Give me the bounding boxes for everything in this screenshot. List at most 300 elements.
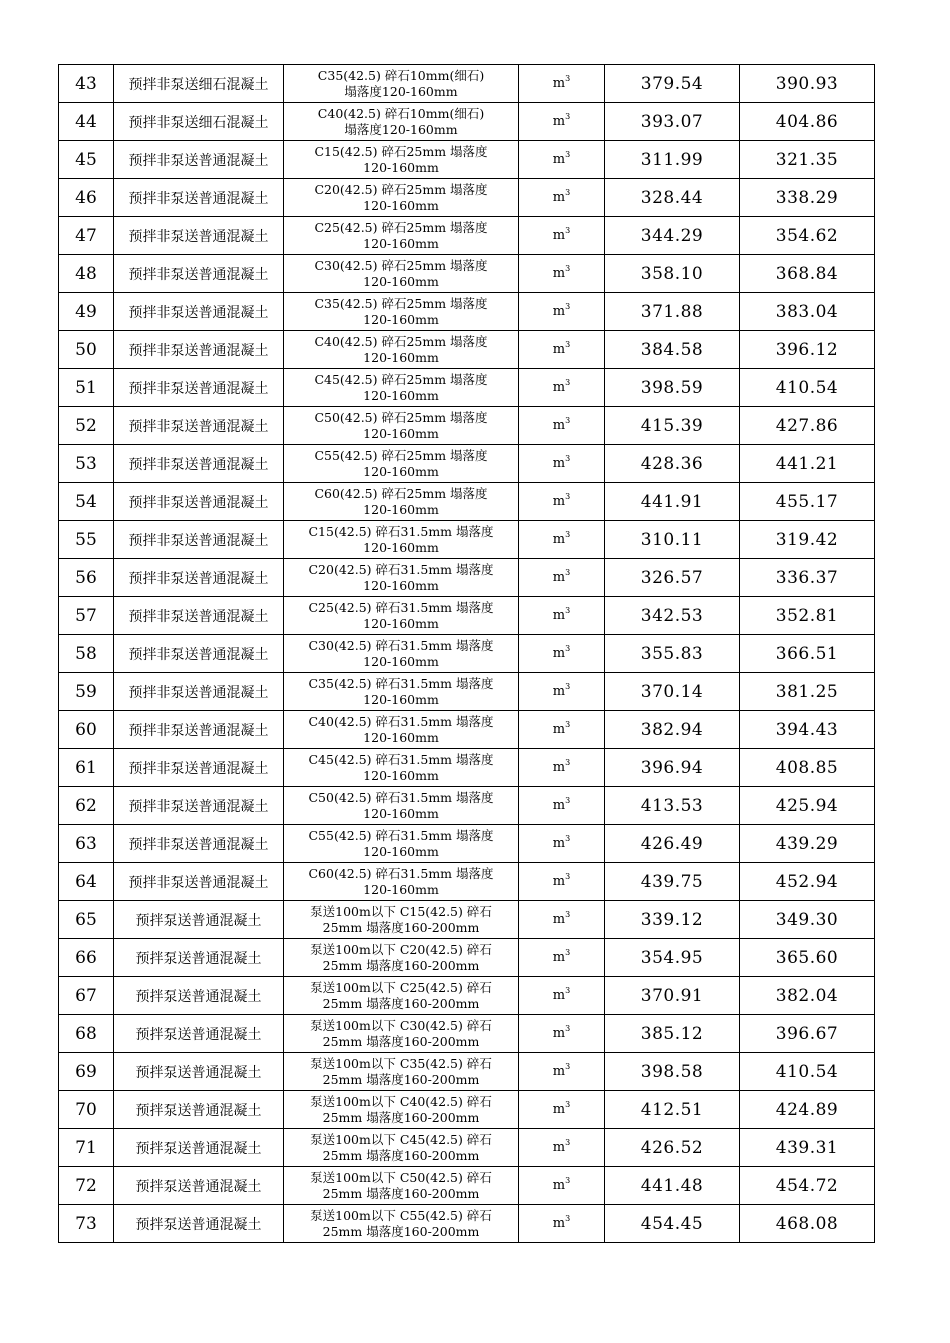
- unit-exponent: 3: [565, 74, 571, 83]
- row-number: 73: [59, 1205, 114, 1243]
- material-name: 预拌非泵送普通混凝土: [114, 635, 284, 673]
- unit-exponent: 3: [565, 1138, 571, 1147]
- spec-line-1: C20(42.5) 碎石31.5mm 塌落度: [308, 561, 494, 577]
- material-name: 预拌非泵送普通混凝土: [114, 559, 284, 597]
- unit-exponent: 3: [565, 340, 571, 349]
- unit-exponent: 3: [565, 188, 571, 197]
- table-row: [59, 255, 875, 293]
- spec-line-1: 泵送100m以下 C25(42.5) 碎石: [310, 979, 492, 995]
- price-excl: 441.48: [605, 1167, 740, 1205]
- spec-line-1: C50(42.5) 碎石31.5mm 塌落度: [308, 789, 494, 805]
- table-row: [59, 407, 875, 445]
- table-row: [59, 1205, 875, 1243]
- spec-line-2: 塌落度120-160mm: [344, 83, 458, 99]
- price-excl: 358.10: [605, 255, 740, 293]
- material-name: 预拌非泵送普通混凝土: [114, 521, 284, 559]
- price-excl: 393.07: [605, 103, 740, 141]
- table-row: [59, 559, 875, 597]
- material-name: 预拌非泵送普通混凝土: [114, 255, 284, 293]
- price-excl: 354.95: [605, 939, 740, 977]
- spec-line-2: 120-160mm: [363, 273, 439, 289]
- unit-exponent: 3: [565, 492, 571, 501]
- spec-line-2: 120-160mm: [363, 197, 439, 213]
- material-spec: [284, 1091, 519, 1129]
- table-row: [59, 369, 875, 407]
- unit: [519, 901, 605, 939]
- table-row: [59, 597, 875, 635]
- table-row: [59, 293, 875, 331]
- unit-base: m: [552, 1102, 566, 1117]
- price-excl: 415.39: [605, 407, 740, 445]
- unit-exponent: 3: [565, 758, 571, 767]
- table-row: [59, 863, 875, 901]
- row-number: 72: [59, 1167, 114, 1205]
- price-excl: 426.49: [605, 825, 740, 863]
- spec-line-2: 25mm 塌落度160-200mm: [322, 957, 480, 973]
- material-name: 预拌泵送普通混凝土: [114, 1205, 284, 1243]
- material-name: 预拌泵送普通混凝土: [114, 1053, 284, 1091]
- unit-exponent: 3: [565, 302, 571, 311]
- price-excl: 426.52: [605, 1129, 740, 1167]
- material-spec: [284, 863, 519, 901]
- price-incl: 352.81: [740, 597, 875, 635]
- spec-line-2: 120-160mm: [363, 463, 439, 479]
- material-spec: [284, 635, 519, 673]
- spec-line-1: C25(42.5) 碎石31.5mm 塌落度: [308, 599, 494, 615]
- spec-line-1: C55(42.5) 碎石31.5mm 塌落度: [308, 827, 494, 843]
- unit-exponent: 3: [565, 986, 571, 995]
- unit: [519, 65, 605, 103]
- price-incl: 319.42: [740, 521, 875, 559]
- price-incl: 368.84: [740, 255, 875, 293]
- unit-base: m: [552, 114, 566, 129]
- price-incl: 321.35: [740, 141, 875, 179]
- material-name: 预拌非泵送普通混凝土: [114, 673, 284, 711]
- unit: [519, 673, 605, 711]
- price-incl: 382.04: [740, 977, 875, 1015]
- spec-line-2: 25mm 塌落度160-200mm: [322, 1223, 480, 1239]
- spec-line-1: C15(42.5) 碎石31.5mm 塌落度: [308, 523, 494, 539]
- price-incl: 439.29: [740, 825, 875, 863]
- material-name: 预拌非泵送普通混凝土: [114, 331, 284, 369]
- material-name: 预拌泵送普通混凝土: [114, 1091, 284, 1129]
- spec-line-2: 25mm 塌落度160-200mm: [322, 1147, 480, 1163]
- price-excl: 328.44: [605, 179, 740, 217]
- material-spec: [284, 977, 519, 1015]
- material-spec: [284, 445, 519, 483]
- price-excl: 370.14: [605, 673, 740, 711]
- unit-exponent: 3: [565, 606, 571, 615]
- unit-exponent: 3: [565, 720, 571, 729]
- unit-base: m: [552, 494, 566, 509]
- price-excl: 413.53: [605, 787, 740, 825]
- price-excl: 344.29: [605, 217, 740, 255]
- unit: [519, 483, 605, 521]
- material-spec: [284, 65, 519, 103]
- price-excl: 454.45: [605, 1205, 740, 1243]
- table-row: [59, 825, 875, 863]
- material-name: 预拌泵送普通混凝土: [114, 901, 284, 939]
- table-row: [59, 711, 875, 749]
- material-name: 预拌非泵送普通混凝土: [114, 483, 284, 521]
- unit: [519, 711, 605, 749]
- row-number: 70: [59, 1091, 114, 1129]
- spec-line-1: C35(42.5) 碎石31.5mm 塌落度: [308, 675, 494, 691]
- unit: [519, 977, 605, 1015]
- price-incl: 468.08: [740, 1205, 875, 1243]
- material-spec: [284, 369, 519, 407]
- unit-exponent: 3: [565, 682, 571, 691]
- spec-line-1: C20(42.5) 碎石25mm 塌落度: [314, 181, 488, 197]
- unit-exponent: 3: [565, 644, 571, 653]
- price-excl: 339.12: [605, 901, 740, 939]
- unit: [519, 1129, 605, 1167]
- unit: [519, 787, 605, 825]
- price-excl: 326.57: [605, 559, 740, 597]
- unit-base: m: [552, 456, 566, 471]
- material-spec: [284, 711, 519, 749]
- price-excl: 382.94: [605, 711, 740, 749]
- row-number: 44: [59, 103, 114, 141]
- row-number: 54: [59, 483, 114, 521]
- price-incl: 366.51: [740, 635, 875, 673]
- row-number: 47: [59, 217, 114, 255]
- unit: [519, 217, 605, 255]
- spec-line-2: 120-160mm: [363, 691, 439, 707]
- unit-exponent: 3: [565, 872, 571, 881]
- unit-exponent: 3: [565, 1062, 571, 1071]
- spec-line-1: C30(42.5) 碎石25mm 塌落度: [314, 257, 488, 273]
- spec-line-2: 25mm 塌落度160-200mm: [322, 919, 480, 935]
- material-name: 预拌非泵送普通混凝土: [114, 787, 284, 825]
- unit-exponent: 3: [565, 416, 571, 425]
- material-spec: [284, 1015, 519, 1053]
- price-incl: 455.17: [740, 483, 875, 521]
- spec-line-1: 泵送100m以下 C30(42.5) 碎石: [310, 1017, 492, 1033]
- material-name: 预拌泵送普通混凝土: [114, 1015, 284, 1053]
- spec-line-1: C55(42.5) 碎石25mm 塌落度: [314, 447, 488, 463]
- price-incl: 349.30: [740, 901, 875, 939]
- unit-base: m: [552, 912, 566, 927]
- unit-base: m: [552, 152, 566, 167]
- unit-base: m: [552, 988, 566, 1003]
- spec-line-1: C35(42.5) 碎石10mm(细石): [317, 67, 485, 83]
- table-row: [59, 141, 875, 179]
- unit-base: m: [552, 342, 566, 357]
- unit: [519, 179, 605, 217]
- price-excl: 439.75: [605, 863, 740, 901]
- material-name: 预拌非泵送细石混凝土: [114, 65, 284, 103]
- table-row: [59, 217, 875, 255]
- unit-base: m: [552, 950, 566, 965]
- unit: [519, 255, 605, 293]
- spec-line-2: 120-160mm: [363, 843, 439, 859]
- table-row: [59, 901, 875, 939]
- price-incl: 381.25: [740, 673, 875, 711]
- unit-base: m: [552, 418, 566, 433]
- table-row: [59, 65, 875, 103]
- material-spec: [284, 483, 519, 521]
- row-number: 67: [59, 977, 114, 1015]
- row-number: 49: [59, 293, 114, 331]
- table-row: [59, 521, 875, 559]
- spec-line-2: 25mm 塌落度160-200mm: [322, 1071, 480, 1087]
- unit: [519, 559, 605, 597]
- material-name: 预拌泵送普通混凝土: [114, 1129, 284, 1167]
- material-name: 预拌泵送普通混凝土: [114, 1167, 284, 1205]
- material-name: 预拌泵送普通混凝土: [114, 977, 284, 1015]
- unit: [519, 331, 605, 369]
- unit: [519, 1015, 605, 1053]
- material-name: 预拌非泵送普通混凝土: [114, 711, 284, 749]
- spec-line-1: C60(42.5) 碎石31.5mm 塌落度: [308, 865, 494, 881]
- unit-base: m: [552, 1064, 566, 1079]
- spec-line-2: 120-160mm: [363, 159, 439, 175]
- unit-base: m: [552, 646, 566, 661]
- unit: [519, 1053, 605, 1091]
- spec-line-1: C40(42.5) 碎石31.5mm 塌落度: [308, 713, 494, 729]
- row-number: 64: [59, 863, 114, 901]
- spec-line-2: 25mm 塌落度160-200mm: [322, 995, 480, 1011]
- material-spec: [284, 787, 519, 825]
- price-excl: 412.51: [605, 1091, 740, 1129]
- table-row: [59, 179, 875, 217]
- unit: [519, 141, 605, 179]
- material-name: 预拌非泵送普通混凝土: [114, 597, 284, 635]
- spec-line-1: 泵送100m以下 C20(42.5) 碎石: [310, 941, 492, 957]
- unit: [519, 597, 605, 635]
- unit-exponent: 3: [565, 1100, 571, 1109]
- material-spec: [284, 597, 519, 635]
- row-number: 59: [59, 673, 114, 711]
- spec-line-2: 120-160mm: [363, 235, 439, 251]
- spec-line-2: 120-160mm: [363, 387, 439, 403]
- material-spec: [284, 939, 519, 977]
- table-row: [59, 977, 875, 1015]
- unit-exponent: 3: [565, 150, 571, 159]
- spec-line-1: C25(42.5) 碎石25mm 塌落度: [314, 219, 488, 235]
- material-name: 预拌非泵送普通混凝土: [114, 141, 284, 179]
- unit-base: m: [552, 380, 566, 395]
- row-number: 61: [59, 749, 114, 787]
- row-number: 57: [59, 597, 114, 635]
- price-incl: 441.21: [740, 445, 875, 483]
- row-number: 66: [59, 939, 114, 977]
- spec-line-2: 120-160mm: [363, 539, 439, 555]
- material-name: 预拌非泵送普通混凝土: [114, 863, 284, 901]
- spec-line-2: 120-160mm: [363, 729, 439, 745]
- spec-line-1: C40(42.5) 碎石10mm(细石): [317, 105, 485, 121]
- price-incl: 427.86: [740, 407, 875, 445]
- spec-line-2: 120-160mm: [363, 805, 439, 821]
- unit: [519, 521, 605, 559]
- price-excl: 385.12: [605, 1015, 740, 1053]
- unit: [519, 103, 605, 141]
- price-incl: 338.29: [740, 179, 875, 217]
- unit-base: m: [552, 228, 566, 243]
- price-excl: 342.53: [605, 597, 740, 635]
- unit: [519, 1205, 605, 1243]
- unit-base: m: [552, 1178, 566, 1193]
- material-spec: [284, 103, 519, 141]
- table-row: [59, 939, 875, 977]
- row-number: 58: [59, 635, 114, 673]
- material-spec: [284, 1167, 519, 1205]
- material-name: 预拌非泵送普通混凝土: [114, 445, 284, 483]
- price-incl: 439.31: [740, 1129, 875, 1167]
- spec-line-2: 塌落度120-160mm: [344, 121, 458, 137]
- unit: [519, 939, 605, 977]
- table-row: [59, 331, 875, 369]
- price-incl: 396.12: [740, 331, 875, 369]
- row-number: 65: [59, 901, 114, 939]
- spec-line-2: 120-160mm: [363, 311, 439, 327]
- spec-line-2: 120-160mm: [363, 615, 439, 631]
- spec-line-1: C40(42.5) 碎石25mm 塌落度: [314, 333, 488, 349]
- spec-line-1: 泵送100m以下 C40(42.5) 碎石: [310, 1093, 492, 1109]
- row-number: 43: [59, 65, 114, 103]
- material-name: 预拌非泵送普通混凝土: [114, 407, 284, 445]
- price-incl: 354.62: [740, 217, 875, 255]
- unit-base: m: [552, 836, 566, 851]
- table-row: [59, 1053, 875, 1091]
- unit-exponent: 3: [565, 834, 571, 843]
- row-number: 62: [59, 787, 114, 825]
- unit-base: m: [552, 608, 566, 623]
- price-table: [58, 64, 875, 1243]
- spec-line-1: C45(42.5) 碎石31.5mm 塌落度: [308, 751, 494, 767]
- material-spec: [284, 141, 519, 179]
- unit-exponent: 3: [565, 226, 571, 235]
- price-excl: 379.54: [605, 65, 740, 103]
- price-incl: 425.94: [740, 787, 875, 825]
- unit: [519, 369, 605, 407]
- row-number: 69: [59, 1053, 114, 1091]
- spec-line-2: 120-160mm: [363, 425, 439, 441]
- price-excl: 371.88: [605, 293, 740, 331]
- row-number: 51: [59, 369, 114, 407]
- spec-line-1: 泵送100m以下 C45(42.5) 碎石: [310, 1131, 492, 1147]
- unit-base: m: [552, 684, 566, 699]
- spec-line-2: 120-160mm: [363, 349, 439, 365]
- row-number: 63: [59, 825, 114, 863]
- spec-line-2: 120-160mm: [363, 653, 439, 669]
- price-excl: 428.36: [605, 445, 740, 483]
- unit-base: m: [552, 1216, 566, 1231]
- table-row: [59, 635, 875, 673]
- table-row: [59, 749, 875, 787]
- row-number: 53: [59, 445, 114, 483]
- material-name: 预拌非泵送普通混凝土: [114, 293, 284, 331]
- row-number: 68: [59, 1015, 114, 1053]
- unit: [519, 1167, 605, 1205]
- spec-line-1: C35(42.5) 碎石25mm 塌落度: [314, 295, 488, 311]
- unit-exponent: 3: [565, 568, 571, 577]
- spec-line-1: C45(42.5) 碎石25mm 塌落度: [314, 371, 488, 387]
- unit: [519, 635, 605, 673]
- material-spec: [284, 1129, 519, 1167]
- unit: [519, 863, 605, 901]
- row-number: 52: [59, 407, 114, 445]
- row-number: 56: [59, 559, 114, 597]
- unit-exponent: 3: [565, 530, 571, 539]
- spec-line-2: 120-160mm: [363, 767, 439, 783]
- price-excl: 370.91: [605, 977, 740, 1015]
- price-excl: 310.11: [605, 521, 740, 559]
- spec-line-2: 120-160mm: [363, 881, 439, 897]
- unit-base: m: [552, 304, 566, 319]
- price-excl: 311.99: [605, 141, 740, 179]
- unit-base: m: [552, 266, 566, 281]
- spec-line-2: 25mm 塌落度160-200mm: [322, 1033, 480, 1049]
- table-row: [59, 445, 875, 483]
- price-incl: 424.89: [740, 1091, 875, 1129]
- spec-line-2: 120-160mm: [363, 501, 439, 517]
- unit-exponent: 3: [565, 378, 571, 387]
- spec-line-2: 25mm 塌落度160-200mm: [322, 1109, 480, 1125]
- table-row: [59, 1091, 875, 1129]
- unit: [519, 407, 605, 445]
- material-name: 预拌非泵送普通混凝土: [114, 217, 284, 255]
- row-number: 55: [59, 521, 114, 559]
- spec-line-1: C30(42.5) 碎石31.5mm 塌落度: [308, 637, 494, 653]
- unit: [519, 445, 605, 483]
- price-incl: 410.54: [740, 369, 875, 407]
- price-excl: 396.94: [605, 749, 740, 787]
- unit-exponent: 3: [565, 112, 571, 121]
- price-excl: 398.59: [605, 369, 740, 407]
- unit-base: m: [552, 1140, 566, 1155]
- price-incl: 383.04: [740, 293, 875, 331]
- material-spec: [284, 407, 519, 445]
- price-incl: 410.54: [740, 1053, 875, 1091]
- material-spec: [284, 331, 519, 369]
- spec-line-1: 泵送100m以下 C55(42.5) 碎石: [310, 1207, 492, 1223]
- spec-line-1: C60(42.5) 碎石25mm 塌落度: [314, 485, 488, 501]
- table-row: [59, 1015, 875, 1053]
- unit: [519, 1091, 605, 1129]
- spec-line-1: 泵送100m以下 C50(42.5) 碎石: [310, 1169, 492, 1185]
- material-name: 预拌非泵送普通混凝土: [114, 369, 284, 407]
- unit-base: m: [552, 190, 566, 205]
- unit: [519, 749, 605, 787]
- material-spec: [284, 255, 519, 293]
- price-incl: 336.37: [740, 559, 875, 597]
- unit-base: m: [552, 874, 566, 889]
- price-incl: 396.67: [740, 1015, 875, 1053]
- material-spec: [284, 293, 519, 331]
- material-spec: [284, 825, 519, 863]
- spec-line-1: 泵送100m以下 C15(42.5) 碎石: [310, 903, 492, 919]
- price-incl: 394.43: [740, 711, 875, 749]
- row-number: 60: [59, 711, 114, 749]
- spec-line-2: 120-160mm: [363, 577, 439, 593]
- unit-exponent: 3: [565, 1176, 571, 1185]
- material-spec: [284, 1053, 519, 1091]
- unit-exponent: 3: [565, 454, 571, 463]
- material-name: 预拌非泵送普通混凝土: [114, 825, 284, 863]
- material-name: 预拌非泵送细石混凝土: [114, 103, 284, 141]
- price-incl: 404.86: [740, 103, 875, 141]
- unit-exponent: 3: [565, 796, 571, 805]
- spec-line-1: 泵送100m以下 C35(42.5) 碎石: [310, 1055, 492, 1071]
- price-excl: 384.58: [605, 331, 740, 369]
- unit: [519, 293, 605, 331]
- price-excl: 398.58: [605, 1053, 740, 1091]
- unit-base: m: [552, 722, 566, 737]
- price-incl: 408.85: [740, 749, 875, 787]
- row-number: 45: [59, 141, 114, 179]
